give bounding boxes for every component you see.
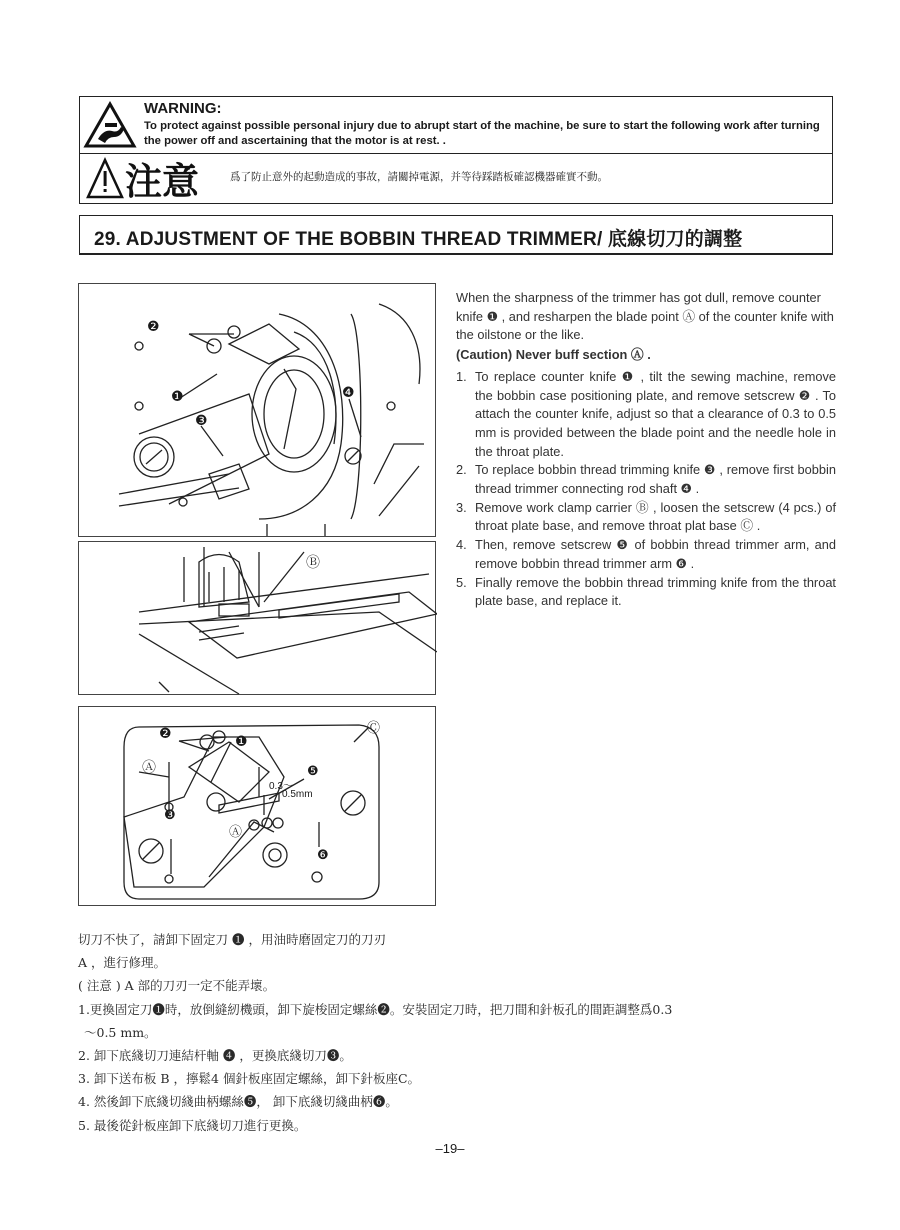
section-title-box xyxy=(79,215,833,255)
step-item: 4. Then, remove setscrew ❺ of bobbin thread trimmer arm, and remove bobbin thread trimmer arm ❻ . xyxy=(456,537,836,571)
warning-row xyxy=(80,97,832,154)
caution-symbol-icon xyxy=(86,157,210,201)
step-item: 2. To replace bobbin thread trimming knife ❸ , remove first bobbin thread trimmer connecting rod shaft ❹ . xyxy=(456,462,836,497)
clearance-label-bottom: 0.5mm xyxy=(282,789,313,800)
english-instructions xyxy=(456,289,836,611)
zh-line: 切刀不快了，請卸下固定刀 ❶ ，用油時磨固定刀的刀刃 xyxy=(78,932,386,947)
callout-3-fig3: ❸ xyxy=(164,807,176,822)
zh-line: 4. 然後卸下底綫切綫曲柄螺絲❺， 卸下底綫切綫曲柄❻。 xyxy=(78,1094,398,1110)
step-item: 1. To replace counter knife ❶ , tilt the sewing machine, remove the bobbin case positioning plate, and remove setscrew ❷ . To attach the counter knife, adjust so that a clearance of 0.3 to 0.5 mm is provided between the blade point and the needle hole in the throat plate. xyxy=(456,368,836,459)
figure-work-clamp xyxy=(78,541,436,695)
chinese-instructions xyxy=(78,928,838,1137)
zh-line: 3. 卸下送布板 B ，擰鬆4 個針板座固定螺絲，卸下針板座C。 xyxy=(78,1071,421,1087)
zh-line: ～0.5 mm。 xyxy=(84,1024,157,1040)
callout-5-fig3: ❺ xyxy=(307,763,319,778)
caution-note: (Caution) Never buff section Ⓐ . xyxy=(456,347,651,363)
callout-6-fig3: ❻ xyxy=(317,847,329,862)
zh-line: A ，進行修理。 xyxy=(78,955,167,971)
zh-line: 2. 卸下底綫切刀連結杆軸 ❹ ，更換底綫切刀❸。 xyxy=(78,1048,352,1064)
steps-list xyxy=(456,368,836,611)
callout-3: ❸ xyxy=(195,412,208,428)
warning-heading: WARNING: xyxy=(144,100,222,117)
section-title-text: ADJUSTMENT OF THE BOBBIN THREAD TRIMMER/ 底線切刀的調整 xyxy=(125,229,743,250)
step-item: 5. Finally remove the bobbin thread trimming knife from the throat plate base, and replace it. xyxy=(456,574,836,609)
page-number: –19– xyxy=(435,1141,465,1156)
hand-hazard-icon xyxy=(83,101,137,149)
section-title xyxy=(94,224,742,251)
callout-4: ❹ xyxy=(342,384,355,400)
warning-box xyxy=(79,96,833,204)
callout-2-fig3: ❷ xyxy=(159,725,172,741)
zh-line: 1.更換固定刀❶時，放倒縫紉機頭，卸下旋梭固定螺絲❷。安裝固定刀時，把刀間和針板孔的間距調整爲0.3 xyxy=(78,1001,673,1017)
caution-label: 注意 xyxy=(125,160,199,201)
intro-paragraph: When the sharpness of the trimmer has got dull, remove counter knife ❶ , and resharpen the blade point Ⓐ of the counter knife with the oilstone or the like. xyxy=(456,290,834,343)
step-item: 3. Remove work clamp carrier Ⓑ , loosen the setscrew (4 pcs.) of throat plate base, and remove throat plat base Ⓒ . xyxy=(456,499,836,534)
callout-C-fig3: Ⓒ xyxy=(367,720,381,735)
clearance-label-top: 0.3～ xyxy=(269,781,293,792)
caution-text: 爲了防止意外的起動造成的事故，請關掉電源，并等待踩踏板確認機器確實不動。 xyxy=(230,171,608,183)
callout-1-fig3: ❶ xyxy=(235,733,248,749)
callout-B: Ⓑ xyxy=(306,554,320,570)
callout-2: ❷ xyxy=(147,318,160,334)
warning-text: To protect against possible personal injury due to abrupt start of the machine, be sure to start the following work after turning the power off and ascertaining that the motor is at rest. . xyxy=(144,120,820,147)
section-number: 29. xyxy=(94,229,122,250)
zh-line: 5. 最後從針板座卸下底綫切刀進行更換。 xyxy=(78,1117,307,1133)
zh-line: ( 注意 ) A 部的刀刃一定不能弄壞。 xyxy=(78,978,276,994)
figure-throat-plate xyxy=(78,706,436,906)
callout-1: ❶ xyxy=(171,388,184,404)
callout-A-fig3: Ⓐ xyxy=(142,759,156,775)
figure-hook-assembly xyxy=(78,283,436,537)
callout-A2-fig3: Ⓐ xyxy=(229,824,243,839)
